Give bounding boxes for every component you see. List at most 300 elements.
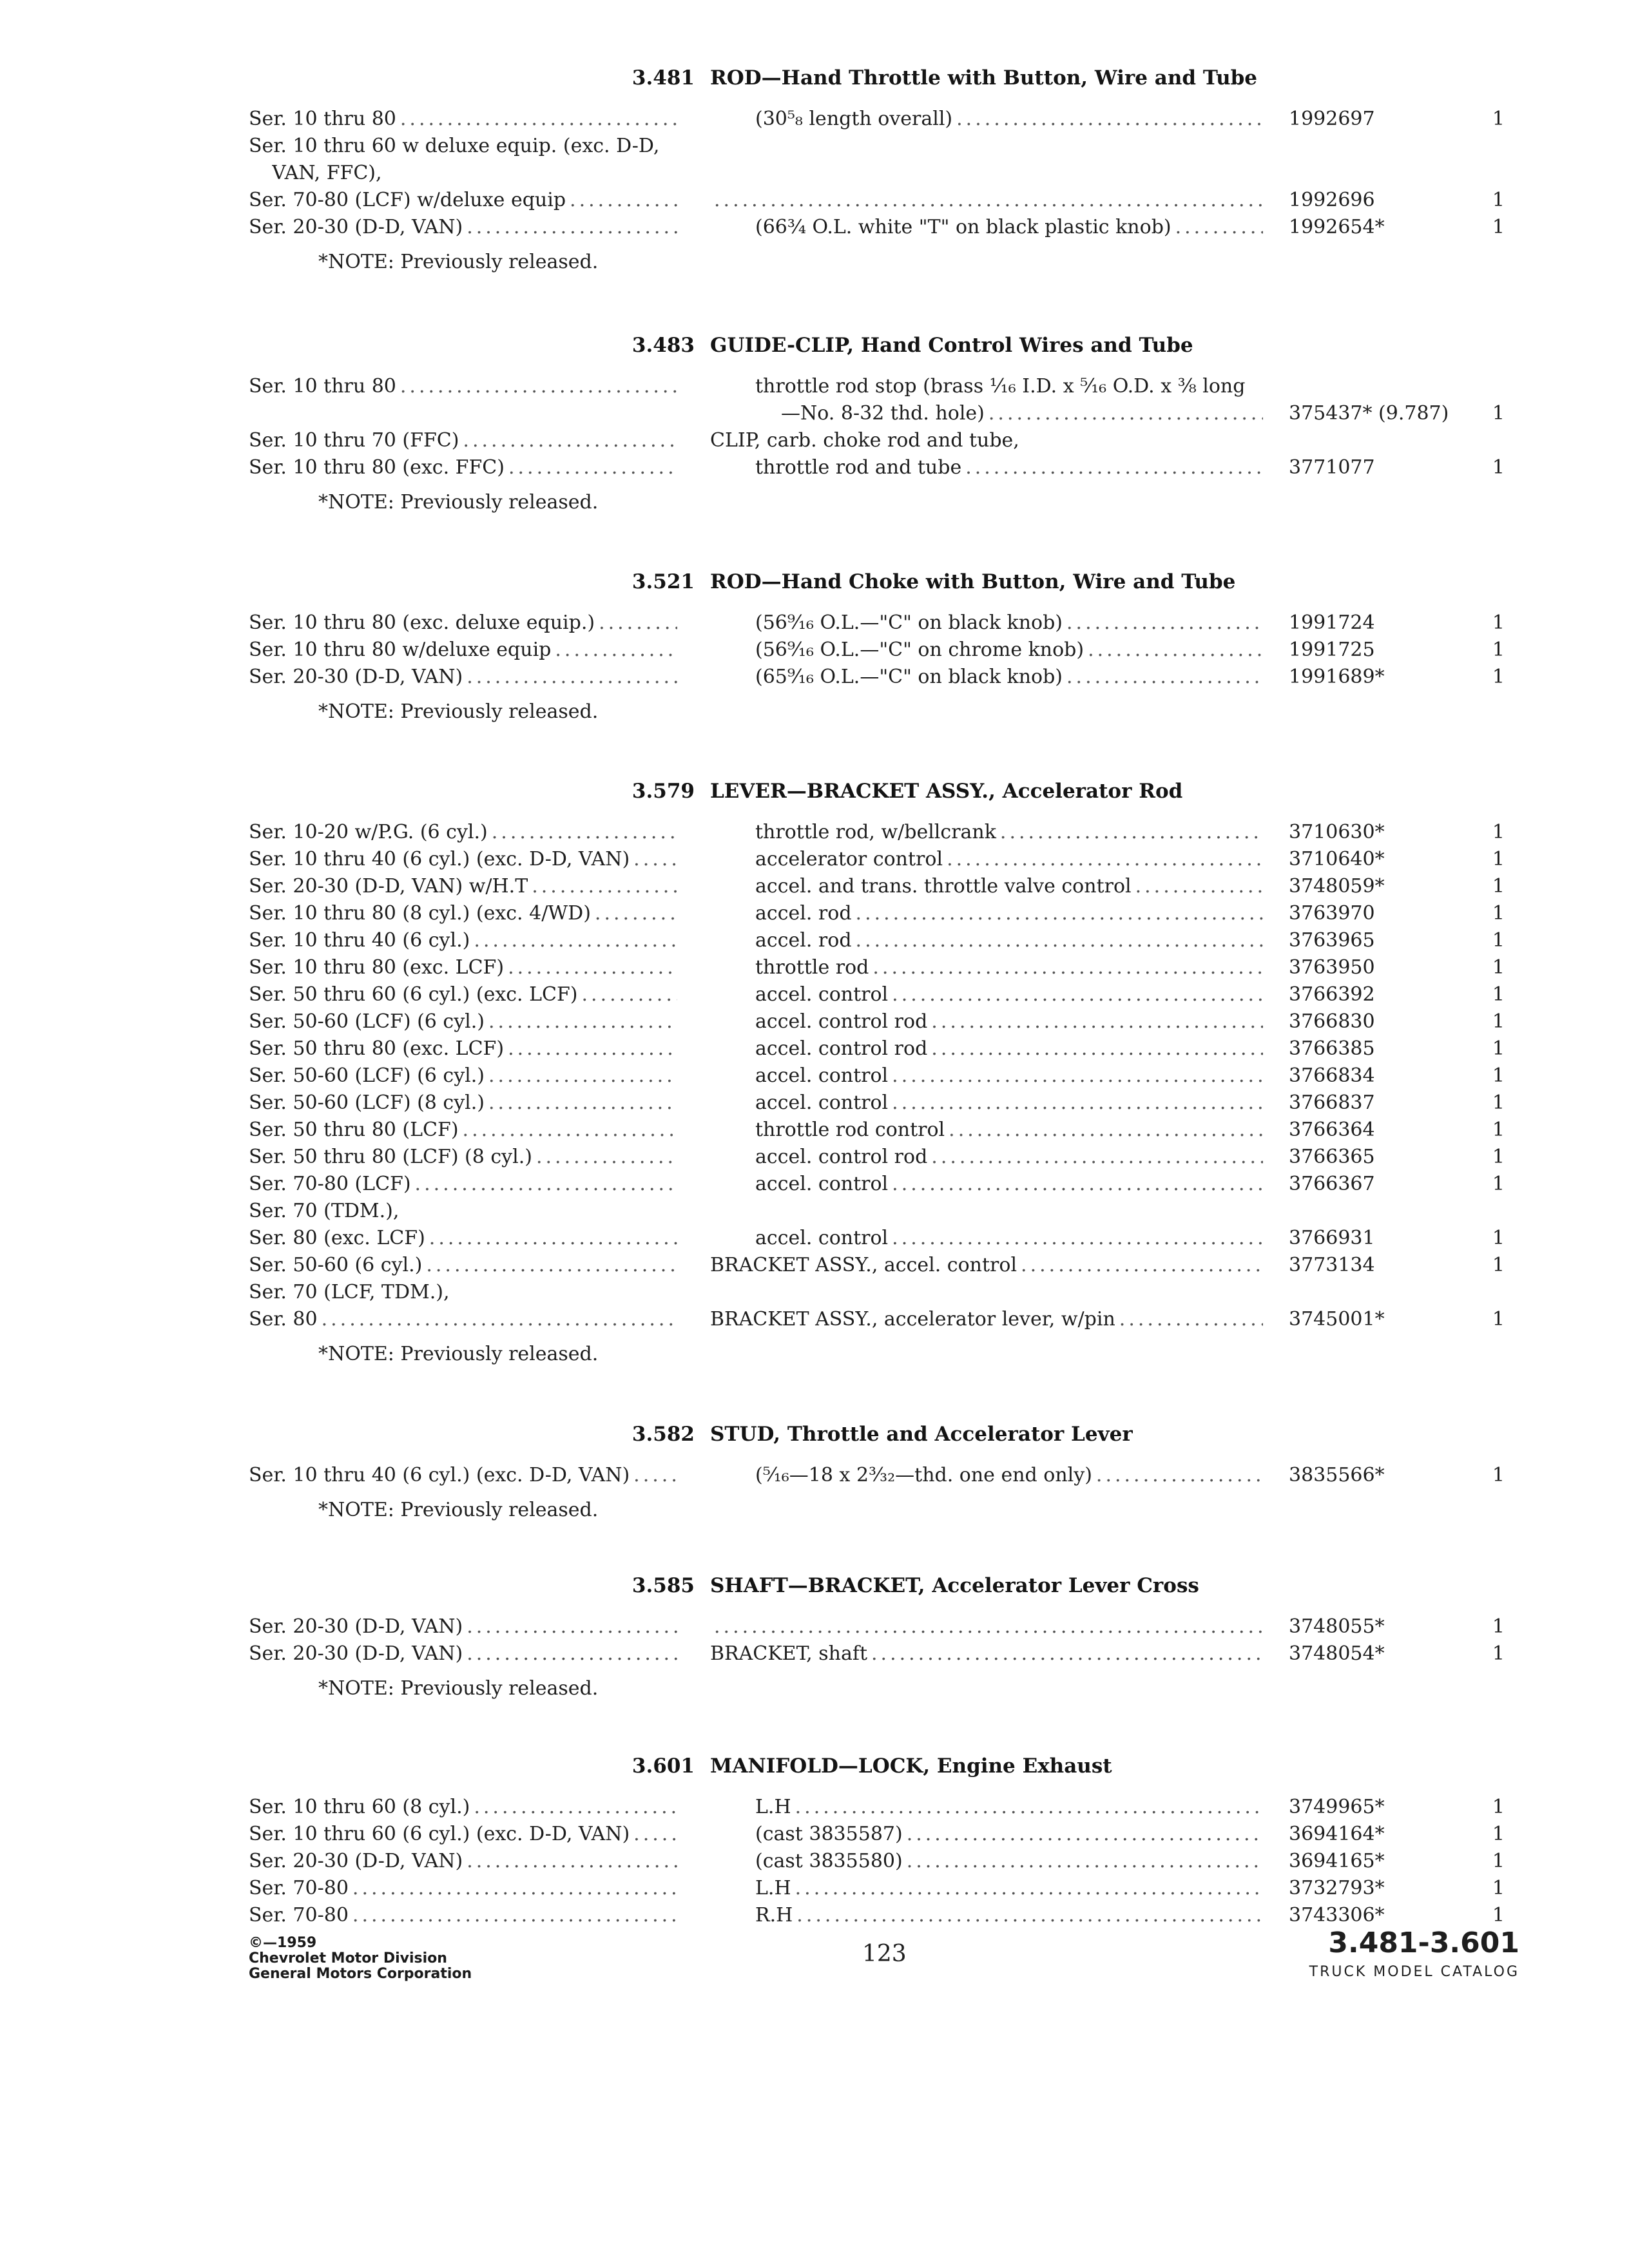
application-cell [249,1902,677,1929]
quantity: 1 [1492,666,1505,688]
parts-row [0,1225,1629,1252]
description-cell [710,1198,1263,1225]
section-title: GUIDE-CLIP, Hand Control Wires and Tube [710,334,1193,357]
parts-row [0,610,1629,637]
section-heading [0,778,1629,805]
quantity: 1 [1492,1464,1505,1486]
leader-dots [796,1902,1263,1929]
leader-dots [400,106,677,133]
parts-row [0,637,1629,664]
quantity: 1 [1492,1037,1505,1060]
description-cell [755,214,1263,241]
section-heading [0,1421,1629,1448]
leader-dots [415,1171,677,1198]
part-number [1289,373,1476,400]
part-number: 1992697 [1289,108,1375,130]
quantity: 1 [1492,1146,1505,1168]
leader-dots [467,1848,677,1875]
description-cell [755,610,1263,637]
leader-dots [714,1613,1263,1640]
leader-dots [352,1875,677,1902]
leader-dots [463,1117,677,1144]
parts-row [0,1875,1629,1902]
leader-dots [633,846,677,873]
quantity: 1 [1492,402,1505,425]
application-text: Ser. 70-80 (LCF) w/deluxe equip [249,189,566,211]
part-number: 3694165* [1289,1850,1385,1872]
parts-row [0,819,1629,846]
quantity: 1 [1492,848,1505,870]
description-cell [710,133,1263,160]
leader-dots [633,1821,677,1848]
description-text: accel. rod [755,929,852,952]
application-text: Ser. 50 thru 80 (LCF) [249,1119,459,1141]
leader-dots [570,187,677,214]
description-text: (56⁹⁄₁₆ O.L.—"C" on chrome knob) [755,639,1084,661]
quantity: 1 [1492,189,1505,211]
leader-dots [555,637,677,664]
leader-dots [467,1640,677,1667]
description-cell [755,1008,1263,1035]
leader-dots [492,819,677,846]
leader-dots [429,1225,677,1252]
part-number [1289,1198,1476,1225]
application-text: Ser. 70 (TDM.), [249,1200,400,1222]
description-text: accelerator control [755,848,943,870]
application-text: Ser. 20-30 (D-D, VAN) [249,1615,463,1638]
leader-dots [1119,1306,1263,1333]
application-text: Ser. 50 thru 80 (LCF) (8 cyl.) [249,1146,532,1168]
description-text: BRACKET ASSY., accelerator lever, w/pin [710,1308,1115,1331]
application-text: Ser. 10 thru 60 w deluxe equip. (exc. D-D, [249,135,660,157]
description-cell [781,400,1263,427]
description-cell [755,1462,1263,1489]
quantity: 1 [1492,216,1505,238]
section-note: *NOTE: Previously released. [318,251,599,273]
quantity: 1 [1492,983,1505,1006]
application-cell [249,187,677,214]
leader-dots [1021,1252,1263,1279]
description-cell [755,1144,1263,1171]
section-number: 3.481 [631,66,695,90]
publisher-block [249,1936,472,1982]
application-text: Ser. 20-30 (D-D, VAN) [249,216,463,238]
part-number: 1992696 [1289,189,1375,211]
parts-row [0,1008,1629,1035]
part-number: 1991689* [1289,666,1385,688]
description-cell [710,427,1263,454]
parts-row [0,927,1629,954]
description-text: (⁵⁄₁₆—18 x 2³⁄₃₂—thd. one end only) [755,1464,1092,1486]
description-text: L.H [755,1796,791,1818]
description-text: (30⁵₈ length overall) [755,108,953,130]
application-text: Ser. 10-20 w/P.G. (6 cyl.) [249,821,488,843]
leader-dots [907,1848,1263,1875]
application-text: Ser. 70 (LCF, TDM.), [249,1281,450,1303]
part-number: 3766385 [1289,1037,1375,1060]
description-text: accel. control [755,1227,889,1249]
parts-row [0,187,1629,214]
leader-dots [872,954,1263,981]
part-number: 3743306* [1289,1904,1385,1927]
description-cell [755,664,1263,691]
part-number: 3710640* [1289,848,1385,870]
parts-row [0,1279,1629,1306]
description-cell [755,927,1263,954]
description-text: (66¾ O.L. white "T" on black plastic knob) [755,216,1171,238]
application-cell [249,1640,677,1667]
application-text: Ser. 70-80 (LCF) [249,1173,411,1195]
application-text: Ser. 10 thru 80 (8 cyl.) (exc. 4/WD) [249,902,591,925]
quantity: 1 [1492,1850,1505,1872]
application-text: Ser. 80 (exc. LCF) [249,1227,425,1249]
parts-row [0,1306,1629,1333]
quantity: 1 [1492,1308,1505,1331]
part-number [1289,427,1476,454]
leader-dots [956,106,1263,133]
application-text: Ser. 10 thru 80 [249,108,396,130]
application-text: Ser. 10 thru 80 (exc. LCF) [249,956,505,979]
description-text: accel. control [755,1173,889,1195]
leader-dots [947,846,1263,873]
part-number: 3763965 [1289,929,1375,952]
parts-row [0,1171,1629,1198]
application-cell [249,954,677,981]
description-text: throttle rod control [755,1119,945,1141]
part-number: 3766365 [1289,1146,1375,1168]
description-cell [755,954,1263,981]
leader-dots [508,454,677,481]
application-text: Ser. 50 thru 60 (6 cyl.) (exc. LCF) [249,983,578,1006]
description-text: —No. 8-32 thd. hole) [781,402,985,425]
leader-dots [599,610,677,637]
leader-dots [467,214,677,241]
section-heading [0,64,1629,91]
part-number: 3710630* [1289,821,1385,843]
description-text: (cast 3835580) [755,1850,903,1872]
quantity: 1 [1492,1904,1505,1927]
section-number: 3.579 [631,780,695,803]
part-number: 3748054* [1289,1642,1385,1665]
section-number: 3.483 [631,334,695,357]
part-number: 3748059* [1289,875,1385,898]
application-cell [249,373,677,400]
leader-dots [400,373,677,400]
application-text: Ser. 70-80 [249,1877,349,1899]
application-cell [249,610,677,637]
application-cell [249,873,677,900]
description-cell [755,106,1263,133]
parts-row [0,106,1629,133]
application-text: Ser. 10 thru 60 (8 cyl.) [249,1796,470,1818]
quantity [1469,133,1505,160]
description-cell [755,637,1263,664]
leader-dots [488,1062,677,1090]
description-text: CLIP, carb. choke rod and tube, [710,429,1019,452]
leader-dots [931,1008,1263,1035]
application-text: Ser. 80 [249,1308,318,1331]
part-number: 3771077 [1289,456,1375,479]
part-number: 3749965* [1289,1796,1385,1818]
description-cell [755,900,1263,927]
parts-row [0,664,1629,691]
application-text: Ser. 20-30 (D-D, VAN) w/H.T [249,875,528,898]
leader-dots [856,927,1263,954]
parts-row [0,373,1629,400]
section-number: 3.585 [631,1574,695,1597]
leader-dots [892,1090,1263,1117]
leader-dots [536,1144,677,1171]
quantity: 1 [1492,956,1505,979]
quantity [1469,1198,1505,1225]
application-text: Ser. 10 thru 60 (6 cyl.) (exc. D-D, VAN) [249,1823,630,1845]
leader-dots [474,1794,677,1821]
copyright: ©—1959 [249,1935,317,1951]
parts-row [0,1640,1629,1667]
leader-dots [595,900,677,927]
application-cell [249,1117,677,1144]
description-cell [755,373,1263,400]
page-number: 123 [862,1941,907,1967]
description-cell [755,1225,1263,1252]
application-cell [249,106,677,133]
leader-dots [532,873,677,900]
parts-row [0,1794,1629,1821]
quantity: 1 [1492,1877,1505,1899]
description-text: throttle rod, w/bellcrank [755,821,996,843]
application-cell [249,1090,677,1117]
application-text: Ser. 10 thru 80 (exc. deluxe equip.) [249,611,595,634]
application-cell [249,1462,677,1489]
application-cell [249,1306,677,1333]
description-cell [755,1875,1263,1902]
parts-row [0,1462,1629,1489]
quantity: 1 [1492,1823,1505,1845]
section-number: 3.582 [631,1423,695,1446]
group-range: 3.481-3.601 [1328,1927,1519,1959]
description-text: throttle rod stop (brass ¹⁄₁₆ I.D. x ⁵⁄₁₆ O.D. x ³⁄₈ long [755,375,1246,398]
leader-dots [931,1144,1263,1171]
part-number: 3766830 [1289,1010,1375,1033]
parts-row [0,1613,1629,1640]
description-text: L.H [755,1877,791,1899]
application-cell [249,1613,677,1640]
description-cell [710,1252,1263,1279]
section-note: *NOTE: Previously released. [318,1499,599,1521]
section-title: ROD—Hand Choke with Button, Wire and Tube [710,570,1236,593]
application-text: Ser. 50-60 (6 cyl.) [249,1254,423,1276]
corporation: General Motors Corporation [249,1966,472,1982]
leader-dots [488,1008,677,1035]
part-number: 3766364 [1289,1119,1375,1141]
parts-row [0,1090,1629,1117]
quantity: 1 [1492,1173,1505,1195]
application-cell [272,160,700,187]
description-cell [755,1117,1263,1144]
part-number: 1992654* [1289,216,1385,238]
description-text: BRACKET, shaft [710,1642,867,1665]
application-text: Ser. 50 thru 80 (exc. LCF) [249,1037,505,1060]
part-number: 3763970 [1289,902,1375,925]
quantity: 1 [1492,1254,1505,1276]
parts-row [0,846,1629,873]
part-number: 3766837 [1289,1091,1375,1114]
section-title: MANIFOLD—LOCK, Engine Exhaust [710,1754,1112,1778]
parts-row [0,1848,1629,1875]
quantity [1469,1279,1505,1306]
description-cell [755,873,1263,900]
parts-row [0,1117,1629,1144]
leader-dots [1066,610,1263,637]
leader-dots [322,1306,677,1333]
application-cell [249,819,677,846]
quantity: 1 [1492,1227,1505,1249]
leader-dots [508,954,677,981]
leader-dots [892,1171,1263,1198]
description-text: (65⁹⁄₁₆ O.L.—"C" on black knob) [755,666,1063,688]
quantity: 1 [1492,1615,1505,1638]
application-text: Ser. 10 thru 80 [249,375,396,398]
description-text: BRACKET ASSY., accel. control [710,1254,1017,1276]
quantity: 1 [1492,108,1505,130]
parts-row [0,1144,1629,1171]
leader-dots [949,1117,1263,1144]
part-number: 375437* (9.787) [1289,402,1449,425]
part-number: 3773134 [1289,1254,1375,1276]
quantity [1469,160,1505,187]
quantity: 1 [1492,1642,1505,1665]
part-number: 3766367 [1289,1173,1375,1195]
leader-dots [714,187,1263,214]
section-note: *NOTE: Previously released. [318,1677,599,1700]
leader-dots [795,1794,1263,1821]
part-number: 1991725 [1289,639,1375,661]
section-title: LEVER—BRACKET ASSY., Accelerator Rod [710,780,1183,803]
description-text: accel. control rod [755,1037,928,1060]
leader-dots [871,1640,1263,1667]
quantity: 1 [1492,1119,1505,1141]
parts-row [0,873,1629,900]
application-cell [249,133,677,160]
part-number: 3766931 [1289,1227,1375,1249]
parts-row [0,427,1629,454]
application-text: Ser. 20-30 (D-D, VAN) [249,1850,463,1872]
application-text: Ser. 20-30 (D-D, VAN) [249,1642,463,1665]
leader-dots [1175,214,1263,241]
parts-row [0,1821,1629,1848]
description-cell [710,1640,1263,1667]
section-number: 3.521 [631,570,695,593]
leader-dots [965,454,1263,481]
parts-row [0,1035,1629,1062]
application-text: Ser. 50-60 (LCF) (6 cyl.) [249,1010,485,1033]
application-cell [249,1198,677,1225]
description-cell [755,1848,1263,1875]
quantity: 1 [1492,821,1505,843]
description-text: throttle rod [755,956,869,979]
leader-dots [1066,664,1263,691]
part-number: 3748055* [1289,1615,1385,1638]
leader-dots [467,1613,677,1640]
leader-dots [856,900,1263,927]
description-cell [755,981,1263,1008]
division: Chevrolet Motor Division [249,1950,447,1966]
parts-row [0,160,1629,187]
part-number [1289,160,1476,187]
leader-dots [352,1902,677,1929]
application-text: Ser. 10 thru 40 (6 cyl.) [249,929,470,952]
section-note: *NOTE: Previously released. [318,700,599,723]
leader-dots [582,981,677,1008]
application-cell [249,1821,677,1848]
quantity: 1 [1492,639,1505,661]
description-text: accel. control [755,1064,889,1087]
leader-dots [931,1035,1263,1062]
section-title: STUD, Throttle and Accelerator Lever [710,1423,1133,1446]
description-text: throttle rod and tube [755,456,962,479]
description-cell [710,187,1263,214]
quantity: 1 [1492,611,1505,634]
leader-dots [795,1875,1263,1902]
application-cell [249,454,677,481]
description-text: accel. control rod [755,1146,928,1168]
application-cell [249,1008,677,1035]
section-number: 3.601 [631,1754,695,1778]
quantity: 1 [1492,456,1505,479]
description-text: accel. control [755,1091,889,1114]
leader-dots [474,927,677,954]
leader-dots [488,1090,677,1117]
section-note: *NOTE: Previously released. [318,491,599,514]
description-cell [710,1306,1263,1333]
parts-row [0,1252,1629,1279]
part-number [1289,133,1476,160]
description-cell [755,1062,1263,1090]
description-text: accel. control rod [755,1010,928,1033]
application-cell [249,1225,677,1252]
description-cell [755,1902,1263,1929]
quantity: 1 [1492,875,1505,898]
leader-dots [1088,637,1263,664]
description-cell [755,1171,1263,1198]
section-heading [0,1572,1629,1599]
leader-dots [892,1062,1263,1090]
quantity: 1 [1492,1091,1505,1114]
application-cell [249,1171,677,1198]
parts-row [0,454,1629,481]
description-cell [710,1613,1263,1640]
application-cell [249,214,677,241]
leader-dots [1135,873,1263,900]
application-cell [249,1252,677,1279]
application-cell [249,1875,677,1902]
part-number: 3766392 [1289,983,1375,1006]
description-cell [755,1821,1263,1848]
description-text: R.H [755,1904,793,1927]
application-text: Ser. 10 thru 70 (FFC) [249,429,459,452]
parts-row [0,133,1629,160]
leader-dots [633,1462,677,1489]
application-text: Ser. 20-30 (D-D, VAN) [249,666,463,688]
application-cell [249,927,677,954]
application-cell [249,664,677,691]
description-cell [755,846,1263,873]
application-text: Ser. 10 thru 40 (6 cyl.) (exc. D-D, VAN) [249,848,630,870]
parts-row [0,1062,1629,1090]
quantity: 1 [1492,929,1505,952]
part-number: 3745001* [1289,1308,1385,1331]
parts-row [0,1902,1629,1929]
